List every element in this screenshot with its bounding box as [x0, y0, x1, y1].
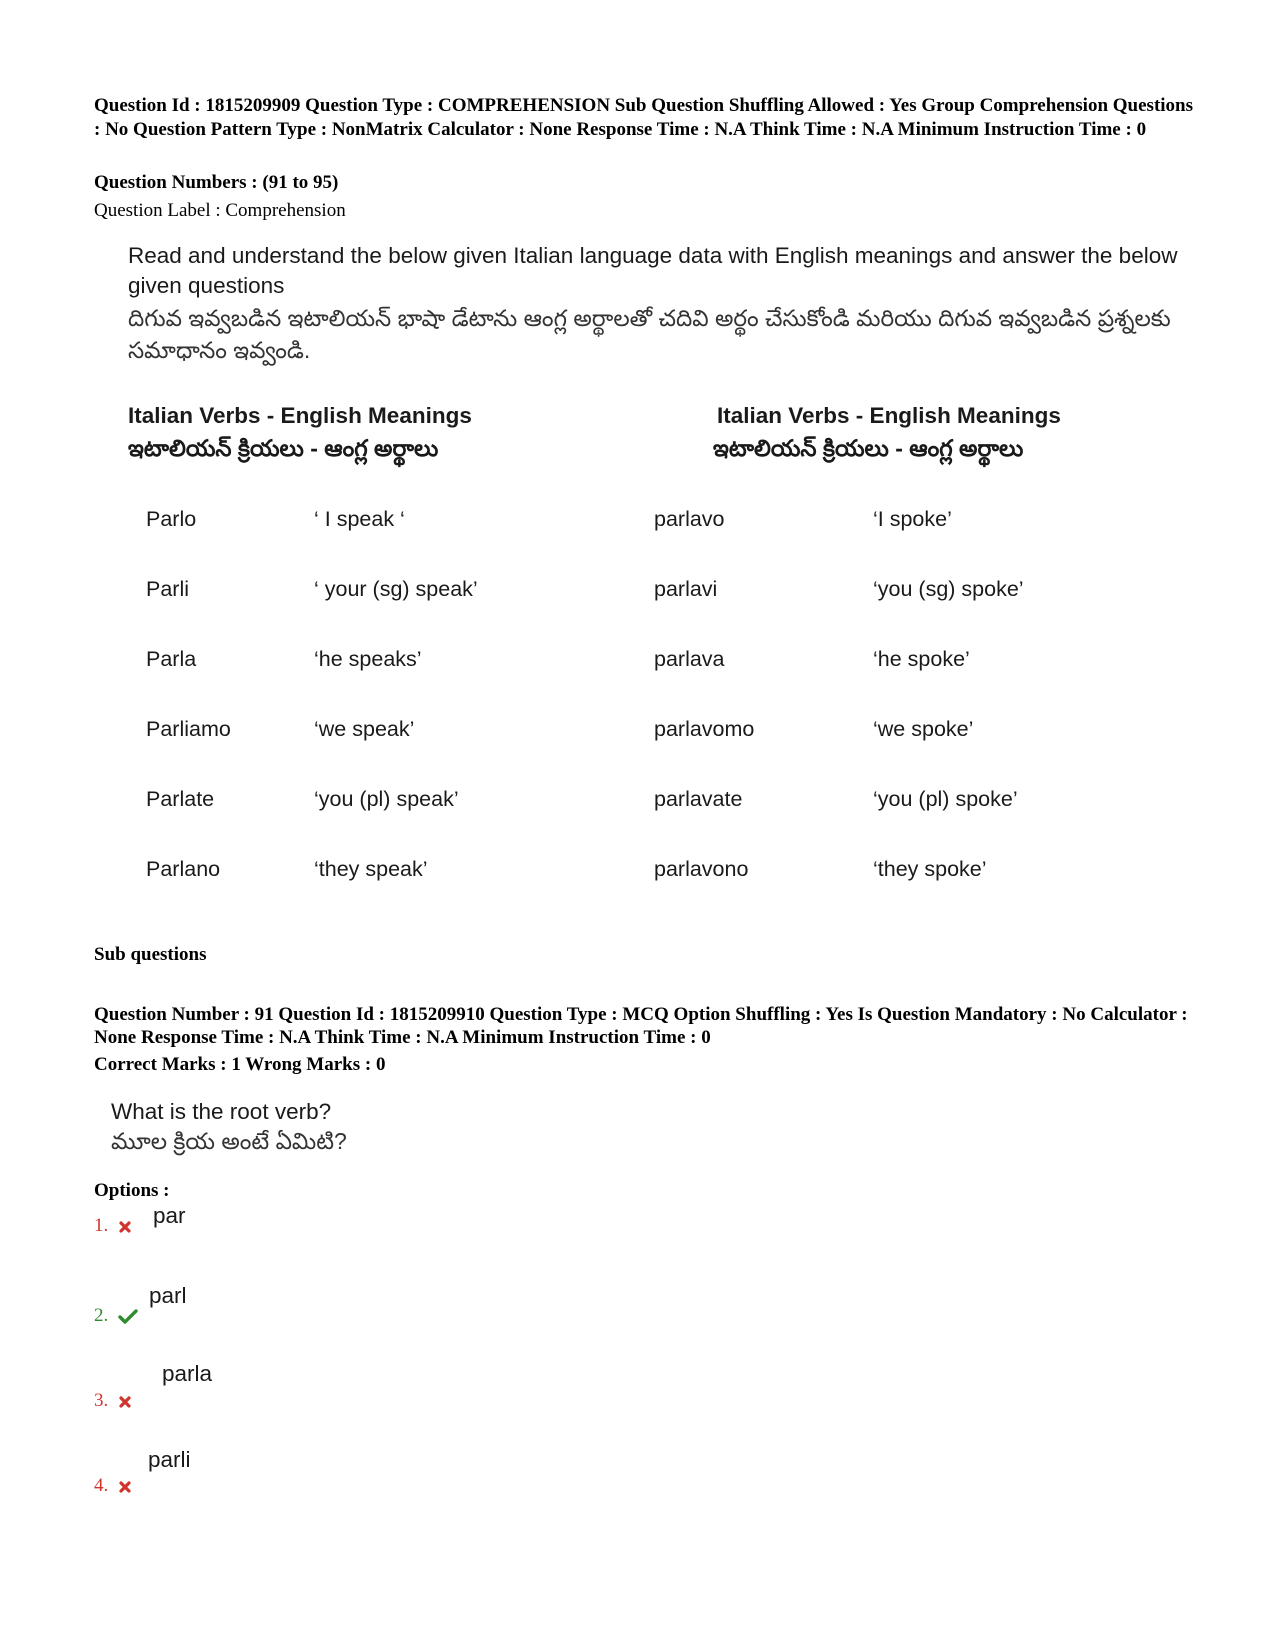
meaning-present: ‘they speak’ [314, 857, 428, 881]
right-column-heading-telugu: ఇటాలియన్ క్రియలు - ఆంగ్ల అర్థాలు [713, 435, 1024, 461]
right-column-heading: Italian Verbs - English Meanings [717, 403, 1061, 428]
option-number: 1. [94, 1215, 109, 1236]
option-1[interactable] [94, 1215, 132, 1237]
sub-question-meta: Question Number : 91 Question Id : 1815209910 Question Type : MCQ Option Shuffling : Yes Is Question Mandatory : No Calculator : None Response Time : N.A Think Time : N.A Minimum Instruction Time : 0 [94, 1004, 1188, 1048]
option-2-text: parl [149, 1283, 187, 1308]
left-column-heading: Italian Verbs - English Meanings [128, 403, 472, 428]
meaning-present: ‘he speaks’ [314, 647, 422, 671]
cross-icon [118, 1395, 132, 1409]
meaning-present: ‘you (pl) speak’ [314, 787, 459, 811]
option-4[interactable] [94, 1475, 132, 1497]
meaning-past: ‘you (pl) spoke’ [873, 787, 1018, 811]
meaning-past: ‘I spoke’ [873, 507, 952, 531]
option-3[interactable] [94, 1390, 132, 1412]
meaning-present: ‘we speak’ [314, 717, 415, 741]
question-text-english: What is the root verb? [111, 1099, 332, 1124]
question-meta: Question Id : 1815209909 Question Type : COMPREHENSION Sub Question Shuffling Allowed : Yes Group Comprehension Questions : No Question Pattern Type : NonMatrix Calculator : None Response Time : N.A Think Time : N.A Minimum Instruction Time : 0 [94, 95, 1194, 140]
verb-past: parlavomo [654, 717, 755, 741]
check-icon [118, 1309, 138, 1325]
verb-present: Parlano [146, 857, 221, 881]
meaning-past: ‘we spoke’ [873, 717, 974, 741]
option-2[interactable] [94, 1305, 138, 1327]
verb-past: parlava [654, 647, 725, 671]
meaning-present: ‘ I speak ‘ [314, 507, 405, 531]
question-label: Question Label : Comprehension [94, 200, 346, 221]
option-number: 2. [94, 1305, 109, 1326]
option-4-text: parli [148, 1447, 191, 1472]
verb-past: parlavi [654, 577, 718, 601]
verb-present: Parliamo [146, 717, 231, 741]
option-number: 4. [94, 1475, 109, 1496]
cross-icon [118, 1220, 132, 1234]
option-number: 3. [94, 1390, 109, 1411]
passage-intro-english: Read and understand the below given Italian language data with English meanings and answer the below given questions [128, 243, 1178, 298]
left-column-heading-telugu: ఇటాలియన్ క్రియలు - ఆంగ్ల అర్థాలు [128, 435, 439, 461]
option-3-text: parla [162, 1361, 213, 1386]
passage-intro-telugu: దిగువ ఇవ్వబడిన ఇటాలియన్ భాషా డేటాను ఆంగ్ల అర్థాలతో చదివి అర్థం చేసుకోండి మరియు దిగువ ఇవ్వబడిన ప్రశ్నలకు సమాధానం ఇవ్వండి. [128, 305, 1171, 363]
verb-present: Parlo [146, 507, 197, 531]
sub-questions-heading: Sub questions [94, 944, 207, 965]
verb-past: parlavo [654, 507, 725, 531]
verb-present: Parlate [146, 787, 215, 811]
meaning-present: ‘ your (sg) speak’ [314, 577, 478, 601]
verb-present: Parli [146, 577, 190, 601]
question-text-telugu: మూల క్రియ అంటే ఏమిటి? [111, 1128, 347, 1154]
verb-past: parlavate [654, 787, 743, 811]
meaning-past: ‘he spoke’ [873, 647, 970, 671]
verb-past: parlavono [654, 857, 749, 881]
meaning-past: ‘they spoke’ [873, 857, 987, 881]
option-1-text: par [153, 1203, 186, 1228]
meaning-past: ‘you (sg) spoke’ [873, 577, 1024, 601]
marks-info: Correct Marks : 1 Wrong Marks : 0 [94, 1054, 386, 1075]
cross-icon [118, 1480, 132, 1494]
options-heading: Options : [94, 1180, 170, 1201]
question-numbers: Question Numbers : (91 to 95) [94, 172, 339, 193]
verb-present: Parla [146, 647, 197, 671]
